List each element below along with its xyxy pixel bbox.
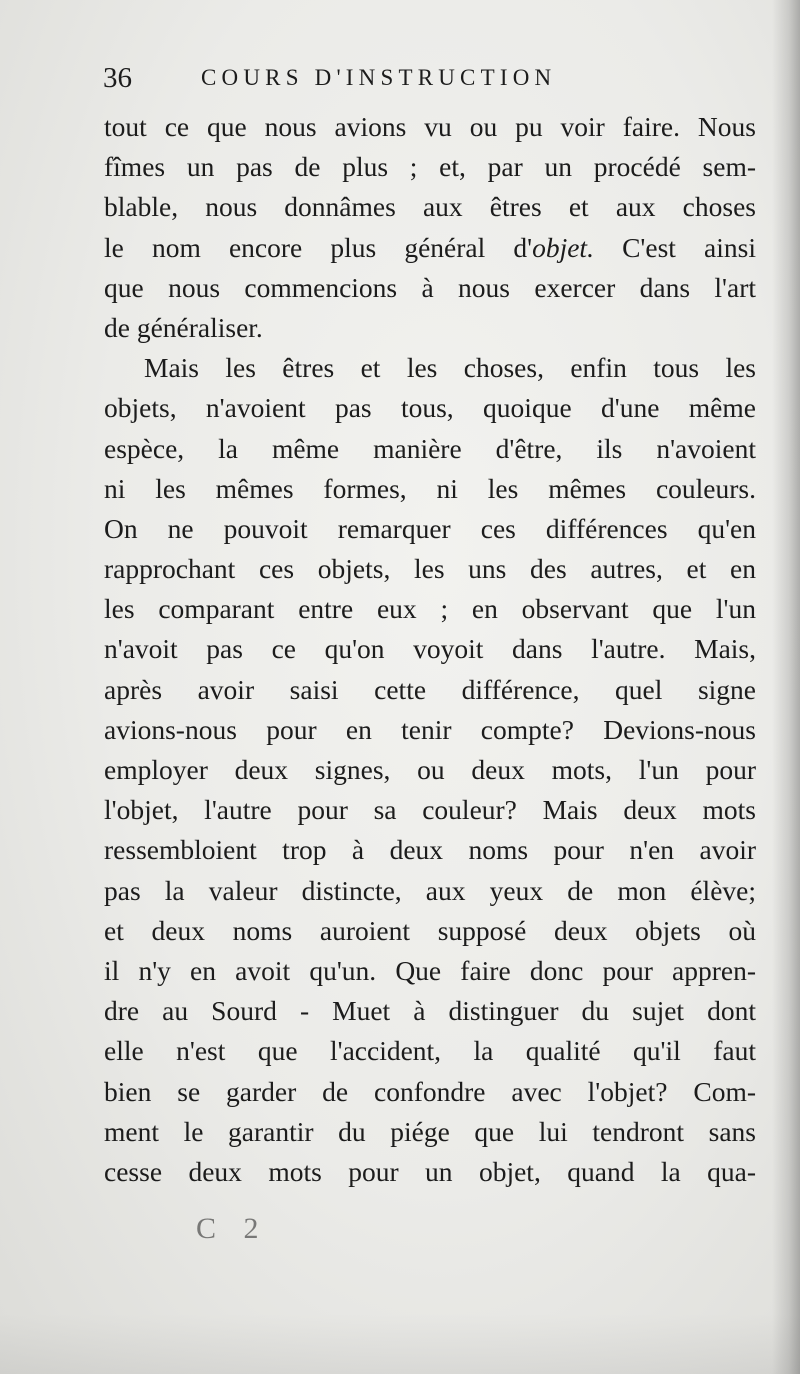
- signature-mark: C 2: [196, 1212, 269, 1245]
- text-line: bien se garder de confondre avec l'objet? Com-: [104, 1075, 756, 1107]
- text-line: On ne pouvoit remarquer ces différences qu'en: [104, 512, 756, 544]
- page-edge-shadow: [772, 0, 800, 1374]
- text-line: fîmes un pas de plus ; et, par un procédé sem-: [104, 151, 756, 183]
- text-line: et deux noms auroient supposé deux objets où: [104, 914, 756, 946]
- running-title: COURS D'INSTRUCTION: [201, 65, 557, 90]
- page-bottom-shadow: [0, 1314, 800, 1374]
- text-line-end: C'est ainsi: [593, 231, 756, 263]
- page-number: 36: [103, 62, 132, 94]
- text-line-start: le nom encore plus général d': [104, 231, 533, 263]
- running-head: [103, 62, 763, 102]
- text-line: [104, 228, 756, 268]
- text-line: ment le garantir du piége que lui tendront sans: [104, 1115, 756, 1147]
- text-line: n'avoit pas ce qu'on voyoit dans l'autre. Mais,: [104, 633, 756, 665]
- body-text: [104, 107, 756, 1192]
- italic-word: objet.: [532, 231, 594, 263]
- text-line: l'objet, l'autre pour sa couleur? Mais deux mots: [104, 794, 756, 826]
- text-line: employer deux signes, ou deux mots, l'un pour: [104, 754, 756, 785]
- text-line: espèce, la même manière d'être, ils n'avoient: [104, 432, 756, 464]
- text-line: ni les mêmes formes, ni les mêmes couleurs.: [104, 472, 756, 504]
- text-line: que nous commencions à nous exercer dans l'art: [104, 271, 756, 303]
- text-line: ressembloient trop à deux noms pour n'en avoir: [104, 834, 756, 866]
- text-line: rapprochant ces objets, les uns des autres, et en: [104, 553, 756, 585]
- text-line: elle n'est que l'accident, la qualité qu'il faut: [104, 1035, 756, 1067]
- text-line: tout ce que nous avions vu ou pu voir faire. Nous: [104, 111, 756, 142]
- text-line: blable, nous donnâmes aux êtres et aux choses: [104, 191, 756, 223]
- text-line: il n'y en avoit qu'un. Que faire donc pour appren-: [104, 954, 756, 986]
- text-line: de généraliser.: [104, 311, 263, 343]
- text-line: avions-nous pour en tenir compte? Devions-nous: [104, 713, 756, 745]
- text-line: cesse deux mots pour un objet, quand la qua-: [104, 1155, 756, 1187]
- text-line: dre au Sourd - Muet à distinguer du sujet dont: [104, 995, 756, 1027]
- text-line: après avoir saisi cette différence, quel signe: [104, 673, 756, 705]
- text-line: objets, n'avoient pas tous, quoique d'une même: [104, 392, 756, 424]
- text-line: pas la valeur distincte, aux yeux de mon élève;: [104, 874, 756, 906]
- text-line: les comparant entre eux ; en observant que l'un: [104, 593, 756, 625]
- text-line: Mais les êtres et les choses, enfin tous les: [144, 352, 756, 384]
